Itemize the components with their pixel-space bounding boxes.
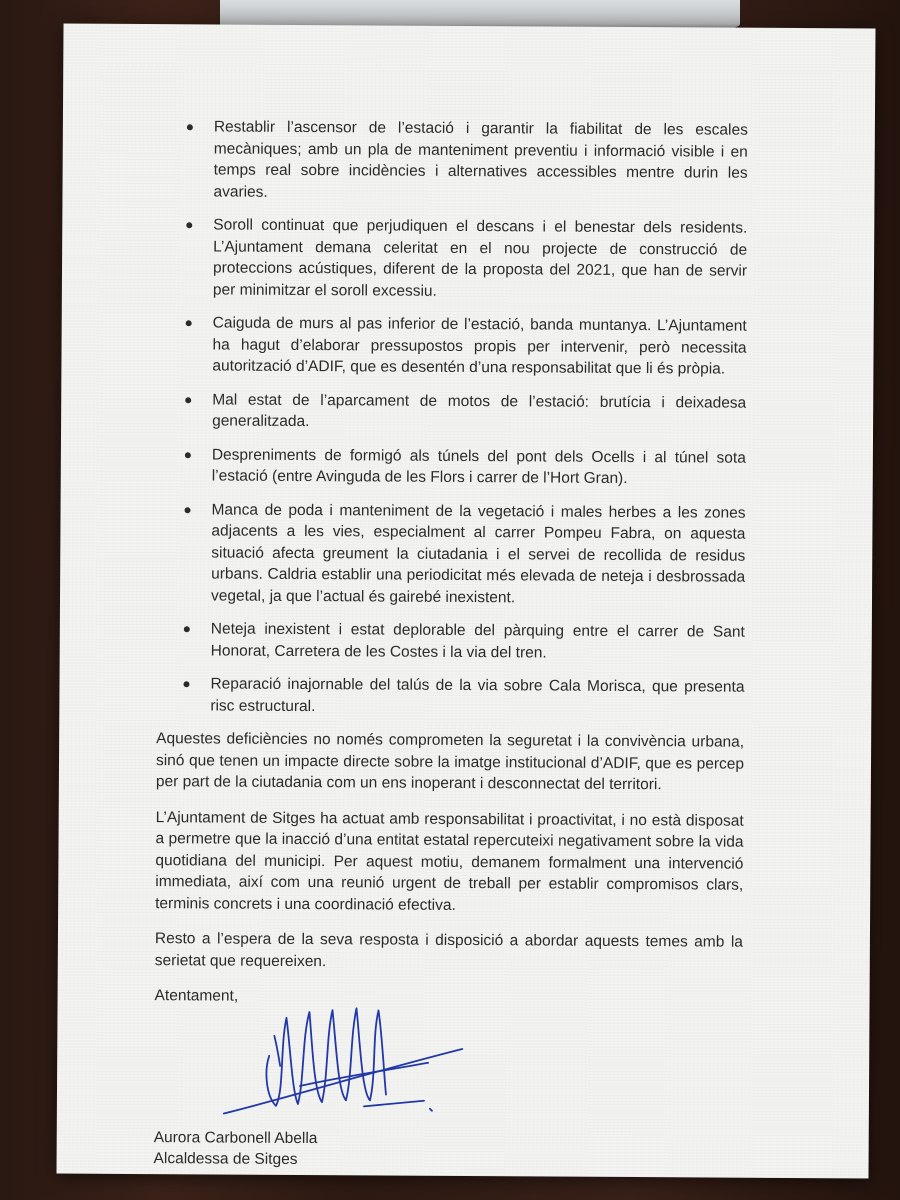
letter-body — [154, 116, 748, 1173]
paragraph-closing: Resto a l’espera de la seva resposta i disposició a abordar aquests temes amb la serietat que requereixen. — [154, 930, 743, 970]
signer-title: Alcaldessa de Sitges — [153, 1150, 298, 1168]
list-item: Restablir l’ascensor de l’estació i garantir la fiabilitat de les escales mecàniques; amb un pla de manteniment preventiu i informació visible i en temps real sobre incidències i alternatives accessibles mentre durin les avaries. — [213, 116, 748, 205]
list-item: Caiguda de murs al pas inferior de l’estació, banda muntanya. L’Ajuntament ha hagut d’elaborar pressupostos propis per intervenir, però necessita autorització d’ADIF, que es desentén d’una responsabilitat que li és pròpia. — [212, 312, 746, 380]
letter-sheet — [56, 24, 875, 1179]
signer-name: Aurora Carbonell Abella — [153, 1128, 318, 1147]
bullet-icon — [185, 397, 191, 403]
paragraph-request: L’Ajuntament de Sitges ha actuat amb responsabilitat i proactivitat, i no està disposat a permetre que la inacció d’una entitat estatal repercuteixi negativament sobre la vida quotidiana del municipi. Per aquest motiu, demanem formalment una intervenció immediata, així com una reunió urgent de treball per establir compromisos clars, terminis concrets i una coordinació efectiva. — [155, 808, 744, 914]
bullet-icon — [184, 626, 190, 632]
list-item: Manca de poda i manteniment de la vegetació i males herbes a les zones adjacents a les vies, especialment al carrer Pompeu Fabra, on aquesta situació afecta greument la ciutadania i el servei de recollida de residus urbans. Caldria establir una periodicitat més elevada de neteja i desbrossada vegetal, ja que l’actual és gairebé inexistent. — [211, 499, 746, 610]
bullet-icon — [185, 452, 191, 458]
salutation: Atentament, — [154, 987, 239, 1005]
list-item: Mal estat de l’aparcament de motos de l’estació: brutícia i deixadesa generalitzada. — [212, 389, 746, 435]
list-item: Despreniments de formigó als túnels del pont dels Ocells i al túnel sota l’estació (entre Avinguda de les Flors i carrer de l’Hort Gran). — [212, 444, 746, 490]
paragraph-impact: Aquestes deficiències no només comprometen la seguretat i la convivència urbana, sinó que tenen un impacte directe sobre la imatge institucional d’ADIF, que es percep per part de la ciutadania com un ens inoperant i desconnectat del territori. — [155, 730, 745, 794]
handwritten-signature — [214, 995, 535, 1127]
bullet-icon — [186, 320, 192, 326]
list-item: Reparació inajornable del talús de la via sobre Cala Morisca, que presenta risc estructural. — [210, 673, 744, 719]
deficiency-list — [156, 116, 748, 720]
bullet-icon — [183, 681, 189, 687]
bullet-icon — [187, 124, 193, 130]
bullet-icon — [185, 507, 191, 513]
list-item: Soroll continuat que perjudiquen el descans i el benestar dels residents. L’Ajuntament demana celeritat en el nou projecte de construcció de proteccions acústiques, diferent de la proposta del 2021, que han de servir per minimitzar el soroll excessiu. — [213, 214, 748, 303]
signature-block — [154, 1007, 743, 1131]
list-item: Neteja inexistent i estat deplorable del pàrquing entre el carrer de Sant Honorat, Carretera de les Costes i la via del tren. — [211, 618, 745, 664]
bullet-icon — [186, 222, 192, 228]
